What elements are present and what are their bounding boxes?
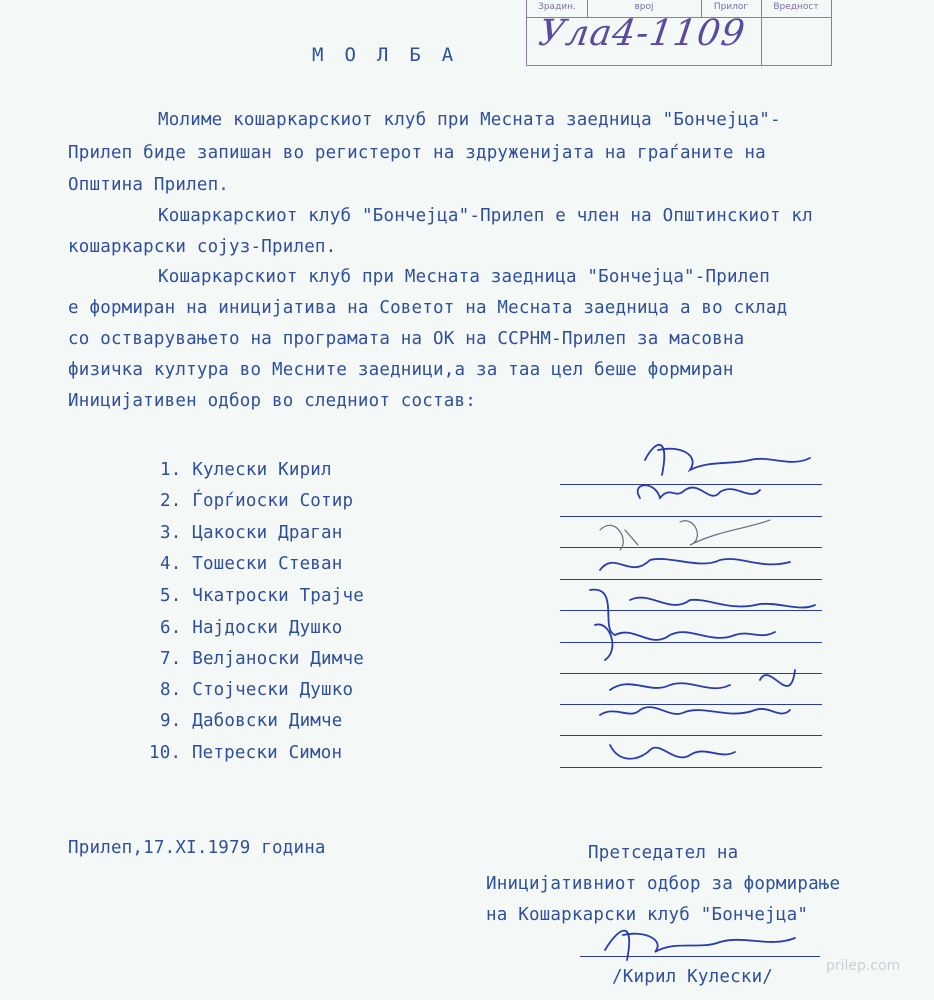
watermark: prilep.com	[826, 958, 901, 974]
member-5: 5. Чкатроски Трајче	[160, 586, 364, 606]
member-8: 8. Стојчески Душко	[160, 680, 354, 700]
stamp-col-1: Зрадин.	[527, 0, 588, 17]
stamp-col-3: Прилог	[701, 0, 762, 17]
member-1: 1. Кулески Кирил	[160, 460, 332, 480]
paragraph-line-2: Прилеп биде запишан во регистерот на здруженијата на граѓаните на	[68, 143, 766, 163]
member-2: 2. Ѓорѓиоски Сотир	[160, 491, 354, 511]
paragraph-line-10: Иницијативен одбор во следниот состав:	[68, 391, 476, 411]
member-10: 10. Петрески Симон	[149, 743, 343, 763]
paragraph-line-3: Општина Прилеп.	[68, 175, 230, 195]
member-7: 7. Велјаноски Димче	[160, 649, 364, 669]
signature-scribble	[590, 590, 815, 635]
signature-scribble	[610, 670, 795, 690]
paragraph-line-1: Молиме кошаркарскиот клуб при Месната заедница "Бончејца"-	[158, 110, 781, 130]
chair-title-line-3: на Кошаркарски клуб "Бончејца"	[486, 905, 809, 925]
member-9: 9. Дабовски Димче	[160, 711, 343, 731]
signature-scribble	[638, 485, 760, 498]
signature-scribble	[645, 445, 810, 475]
document-title: МОЛБА	[312, 44, 475, 66]
signature-scribble	[610, 745, 735, 759]
signature-scribble	[600, 520, 770, 550]
paragraph-line-4: Кошаркарскиот клуб "Бончејца"-Прилеп е член на Општинскиот кл	[158, 206, 813, 226]
chair-name: /Кирил Кулески/	[612, 967, 774, 987]
registry-stamp	[526, 0, 832, 66]
stamp-number: Ула4-1109	[536, 13, 748, 54]
paragraph-line-7: е формиран на иницијатива на Советот на Месната заедница а во склад	[68, 298, 788, 318]
chair-title-line-1: Претседател на	[588, 843, 739, 863]
stamp-col-2: врој	[587, 0, 702, 17]
stamp-col-4: Вредност	[773, 2, 819, 12]
member-signatures	[560, 420, 840, 790]
chair-title-line-2: Иницијативниот одбор за формирање	[486, 874, 841, 894]
member-6: 6. Најдоски Душко	[160, 618, 343, 638]
signature-scribble	[605, 931, 795, 960]
place-and-date: Прилеп,17.XI.1979 година	[68, 838, 326, 858]
member-4: 4. Тошески Стеван	[160, 554, 343, 574]
signature-scribble	[595, 624, 775, 660]
paragraph-line-8: со остварувањето на програмата на ОК на ССРНМ-Прилеп за масовна	[68, 329, 745, 349]
paragraph-line-9: физичка култура во Месните заедници,а за таа цел беше формиран	[68, 360, 734, 380]
signature-scribble	[600, 707, 790, 715]
member-3: 3. Цакоски Драган	[160, 523, 343, 543]
paragraph-line-6: Кошаркарскиот клуб при Месната заедница "Бончејца"-Прилеп	[158, 267, 770, 287]
paragraph-line-5: кошаркарски сојуз-Прилеп.	[68, 237, 337, 257]
signature-scribble	[600, 559, 790, 570]
stamp-vline	[761, 17, 762, 65]
